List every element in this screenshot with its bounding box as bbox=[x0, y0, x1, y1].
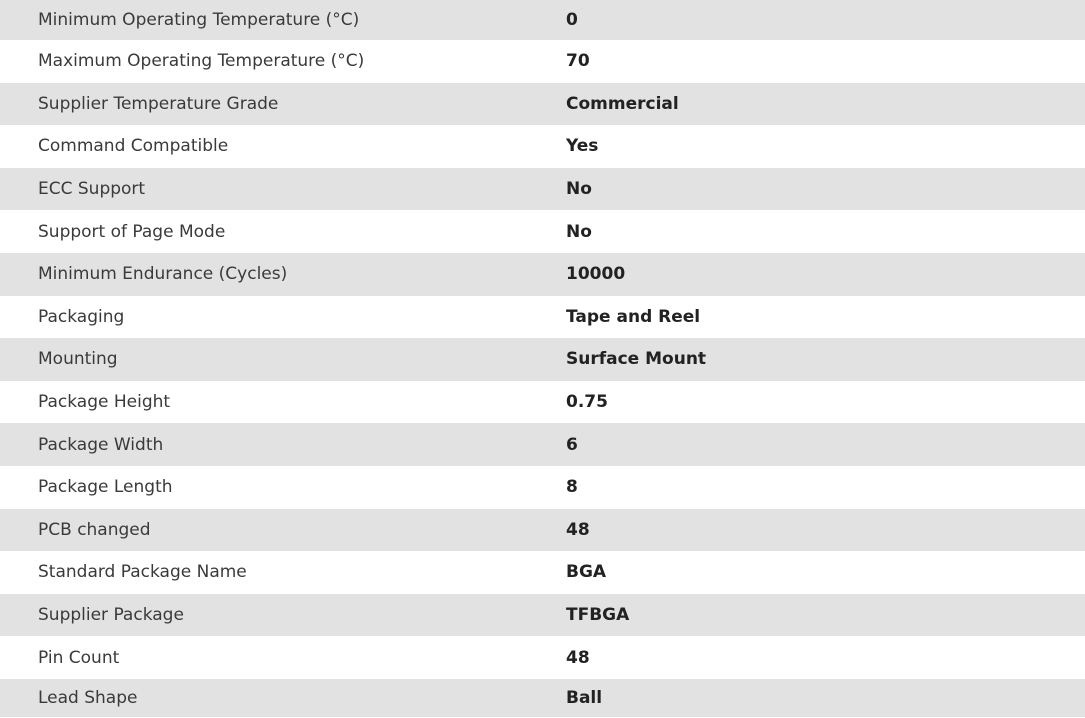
spec-value: 48 bbox=[566, 647, 590, 668]
spec-value: Yes bbox=[566, 136, 599, 157]
spec-value: 48 bbox=[566, 519, 590, 540]
spec-label: Maximum Operating Temperature (°C) bbox=[38, 51, 365, 72]
spec-value: 6 bbox=[566, 434, 578, 455]
spec-row-packaging bbox=[0, 296, 1085, 339]
spec-row-min-operating-temperature bbox=[0, 0, 1085, 40]
spec-row-support-of-page-mode bbox=[0, 210, 1085, 253]
spec-row-command-compatible bbox=[0, 125, 1085, 168]
spec-row-package-width bbox=[0, 423, 1085, 466]
spec-row-lead-shape bbox=[0, 679, 1085, 717]
spec-row-pcb-changed bbox=[0, 509, 1085, 552]
spec-row-max-operating-temperature bbox=[0, 40, 1085, 83]
spec-label: Package Width bbox=[38, 434, 164, 455]
spec-row-supplier-temperature-grade bbox=[0, 83, 1085, 126]
spec-value: 70 bbox=[566, 51, 590, 72]
spec-label: PCB changed bbox=[38, 519, 151, 540]
spec-value: 10000 bbox=[566, 264, 626, 285]
spec-row-ecc-support bbox=[0, 168, 1085, 211]
spec-row-package-length bbox=[0, 466, 1085, 509]
spec-value: Tape and Reel bbox=[566, 306, 701, 327]
spec-label: Minimum Operating Temperature (°C) bbox=[38, 10, 360, 30]
spec-value: Ball bbox=[566, 687, 603, 708]
spec-value: TFBGA bbox=[566, 605, 630, 626]
spec-label: Supplier Temperature Grade bbox=[38, 93, 279, 114]
spec-row-package-height bbox=[0, 381, 1085, 424]
spec-row-supplier-package bbox=[0, 594, 1085, 637]
spec-value: No bbox=[566, 179, 592, 200]
spec-value: 8 bbox=[566, 477, 578, 498]
spec-value: 0 bbox=[566, 10, 578, 30]
spec-label: Minimum Endurance (Cycles) bbox=[38, 264, 288, 285]
spec-label: Mounting bbox=[38, 349, 118, 370]
spec-label: Pin Count bbox=[38, 647, 120, 668]
spec-value: Surface Mount bbox=[566, 349, 707, 370]
spec-row-minimum-endurance bbox=[0, 253, 1085, 296]
spec-row-mounting bbox=[0, 338, 1085, 381]
spec-label: Supplier Package bbox=[38, 605, 184, 626]
spec-value: 0.75 bbox=[566, 392, 608, 413]
spec-label: Lead Shape bbox=[38, 687, 138, 708]
spec-label: Support of Page Mode bbox=[38, 221, 226, 242]
spec-value: No bbox=[566, 221, 592, 242]
spec-label: Package Height bbox=[38, 392, 171, 413]
spec-label: ECC Support bbox=[38, 179, 146, 200]
spec-row-pin-count bbox=[0, 636, 1085, 679]
spec-row-standard-package-name bbox=[0, 551, 1085, 594]
spec-label: Command Compatible bbox=[38, 136, 229, 157]
spec-value: Commercial bbox=[566, 93, 679, 114]
spec-label: Standard Package Name bbox=[38, 562, 247, 583]
spec-value: BGA bbox=[566, 562, 607, 583]
spec-label: Packaging bbox=[38, 306, 125, 327]
spec-label: Package Length bbox=[38, 477, 173, 498]
